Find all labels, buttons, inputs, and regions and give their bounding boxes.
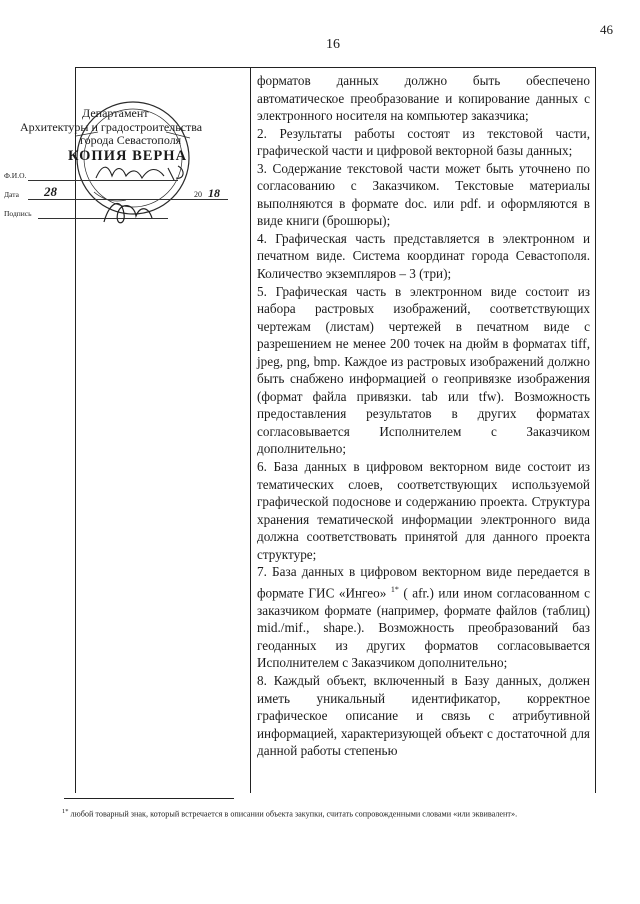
paragraph-3: 3. Содержание текстовой части может быть уточнено по согласованию с Заказчиком. Текстовые материалы выполняются в формате doc. или pdf. и оформляются в виде книги (брошюры); bbox=[257, 160, 590, 229]
signature-label: Подпись bbox=[4, 209, 32, 218]
table-top-border bbox=[75, 67, 596, 68]
signature-icon bbox=[100, 196, 160, 230]
paragraph-7-start: 7. База данных в цифровом векторном виде передается в формате ГИС «Ингео» bbox=[257, 564, 590, 601]
paragraph-7 bbox=[257, 563, 590, 672]
date-label: Дата bbox=[4, 190, 19, 199]
paragraph-4: 4. Графическая часть представляется в электронном и печатном виде. Система координат города Севастополя. Количество экземпляров – 3 (три); bbox=[257, 230, 590, 282]
requirements-text bbox=[257, 72, 590, 760]
paragraph-2: 2. Результаты работы состоят из текстовой части, графической части и цифровой векторной базы данных; bbox=[257, 125, 590, 159]
footnote bbox=[62, 805, 582, 821]
stamp-department-name: Архитектуры и градостроительства bbox=[20, 120, 203, 134]
date-century: 20 bbox=[194, 190, 202, 199]
footnote-text: любой товарный знак, который встречается в описании объекта закупки, считать сопровожденными словами «или эквивалент». bbox=[68, 809, 518, 819]
table-right-border bbox=[595, 67, 596, 793]
date-day: 28 bbox=[44, 184, 57, 199]
date-year: 18 bbox=[208, 186, 220, 200]
handwritten-name bbox=[94, 160, 194, 184]
stamp-department-line: Департамент bbox=[82, 106, 149, 120]
footnote-mark: 1* bbox=[62, 808, 69, 815]
stamp-city: города Севастополя bbox=[80, 133, 182, 147]
paragraph-7-end: ( afr.) или ином согласованном с заказчиком формате (например, формате файлов (таблиц) mid./mif., shape.). Возможность преобразований баз геоданных из других форматов согласовывается Исполнителем с Заказчиком дополнительно; bbox=[257, 585, 590, 671]
paragraph-1-continued: форматов данных должно быть обеспечено автоматическое преобразование и копирование данных с электронного носителя на компьютер заказчика; bbox=[257, 73, 590, 124]
footnote-separator bbox=[64, 798, 234, 799]
page-number: 16 bbox=[326, 37, 340, 52]
paragraph-6: 6. База данных в цифровом векторном виде состоит из тематических слоев, соответствующих используемой графической подоснове и содержанию проекта. Структура хранения тематической информации электронного вида должна соответствовать принятой для данного проекта структуре; bbox=[257, 459, 590, 562]
footnote-reference: 1* bbox=[390, 584, 399, 594]
corner-page-number: 46 bbox=[600, 22, 613, 37]
certification-stamp bbox=[4, 96, 258, 236]
paragraph-8: 8. Каждый объект, включенный в Базу данных, должен иметь уникальный идентификатор, корректное графическое описание и связь с атрибутивной информацией, характеризующей объект с достаточной для данной работы степенью bbox=[257, 672, 590, 759]
stamp-copy-mark: КОПИЯ ВЕРНА bbox=[68, 148, 188, 164]
fio-label: Ф.И.О. bbox=[4, 171, 27, 180]
paragraph-5: 5. Графическая часть в электронном виде состоит из набора растровых изображений, соответствующих чертежам (листам) чертежей в печатном виде с разрешением не менее 200 точек на дюйм в форматах tiff, jpeg, png, bmp. Каждое из растровых изображений должно быть снабжено информацией о геопривязке изображения (формат файла привязки. tab или tfw). Возможность предоставления результатов в других форматах согласовывается Исполнителем с Заказчиком дополнительно; bbox=[257, 283, 590, 457]
